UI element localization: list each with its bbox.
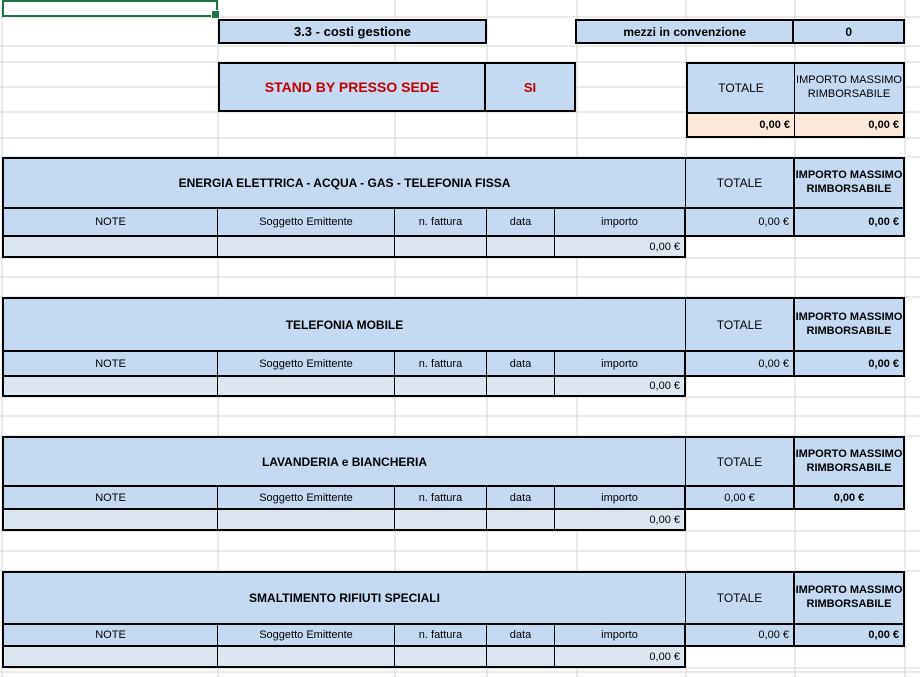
importo-max-header-text: IMPORTO MASSIMO RIMBORSABILE bbox=[795, 447, 903, 474]
row-cell-fattura[interactable] bbox=[395, 237, 487, 258]
importo-max-header-cell[interactable] bbox=[795, 571, 905, 625]
empty-cell bbox=[686, 377, 795, 397]
row-cell-data[interactable] bbox=[487, 237, 555, 258]
section-code-box[interactable] bbox=[218, 19, 487, 44]
totale-value-cell[interactable]: 0,00 € bbox=[686, 352, 795, 377]
row-cell-note[interactable] bbox=[2, 647, 218, 668]
section-telefonia-mobile bbox=[2, 297, 905, 397]
totale-value-cell[interactable]: 0,00 € bbox=[686, 625, 795, 647]
row-cell-data[interactable] bbox=[487, 510, 555, 531]
importo-max-header-cell[interactable] bbox=[795, 297, 905, 352]
column-header-data[interactable]: data bbox=[487, 209, 555, 237]
column-header-note[interactable]: NOTE bbox=[2, 352, 218, 377]
row-cell-data[interactable] bbox=[487, 377, 555, 397]
standby-value-cell[interactable]: SI bbox=[523, 79, 537, 95]
section-code-title: 3.3 - costi gestione bbox=[293, 24, 412, 39]
totale-header-cell[interactable]: TOTALE bbox=[686, 571, 795, 625]
row-cell-fattura[interactable] bbox=[395, 647, 487, 668]
empty-cell bbox=[686, 510, 795, 531]
column-header-importo[interactable]: importo bbox=[555, 487, 686, 510]
column-header-importo[interactable]: importo bbox=[555, 352, 686, 377]
empty-cell bbox=[795, 510, 905, 531]
column-header-soggetto[interactable]: Soggetto Emittente bbox=[218, 625, 395, 647]
standby-label-cell[interactable]: STAND BY PRESSO SEDE bbox=[220, 64, 486, 110]
section-title-cell[interactable]: SMALTIMENTO RIFIUTI SPECIALI bbox=[2, 571, 686, 625]
mezzi-box bbox=[575, 19, 905, 44]
importo-max-value-cell[interactable]: 0,00 € bbox=[795, 352, 905, 377]
column-header-importo[interactable]: importo bbox=[555, 209, 686, 237]
importo-max-value-cell[interactable]: 0,00 € bbox=[795, 625, 905, 647]
row-cell-fattura[interactable] bbox=[395, 510, 487, 531]
importo-max-value-cell[interactable]: 0,00 € bbox=[795, 209, 905, 237]
importo-max-header-text: IMPORTO MASSIMO RIMBORSABILE bbox=[795, 310, 903, 337]
column-header-fattura[interactable]: n. fattura bbox=[395, 209, 487, 237]
importo-max-header-text: IMPORTO MASSIMO RIMBORSABILE bbox=[795, 169, 903, 195]
row-cell-note[interactable] bbox=[2, 237, 218, 258]
totale-value-top[interactable]: 0,00 € bbox=[688, 114, 795, 136]
column-header-data[interactable]: data bbox=[487, 352, 555, 377]
column-header-note[interactable]: NOTE bbox=[2, 209, 218, 237]
row-cell-importo[interactable]: 0,00 € bbox=[555, 510, 686, 531]
column-header-data[interactable]: data bbox=[487, 625, 555, 647]
totale-header-cell[interactable]: TOTALE bbox=[686, 297, 795, 352]
fill-handle[interactable] bbox=[211, 10, 220, 19]
row-cell-importo[interactable]: 0,00 € bbox=[555, 377, 686, 397]
empty-cell bbox=[795, 377, 905, 397]
column-header-fattura[interactable]: n. fattura bbox=[395, 487, 487, 510]
row-cell-soggetto[interactable] bbox=[218, 510, 395, 531]
importo-max-header-cell[interactable] bbox=[795, 157, 905, 209]
mezzi-value-cell[interactable]: 0 bbox=[845, 24, 853, 39]
column-header-note[interactable]: NOTE bbox=[2, 487, 218, 510]
importo-max-value-top[interactable]: 0,00 € bbox=[868, 119, 899, 131]
row-cell-importo[interactable]: 0,00 € bbox=[555, 237, 686, 258]
section-energia bbox=[2, 157, 905, 258]
column-header-soggetto[interactable]: Soggetto Emittente bbox=[218, 352, 395, 377]
row-cell-fattura[interactable] bbox=[395, 377, 487, 397]
top-summary-header bbox=[686, 62, 905, 113]
section-title-cell[interactable]: TELEFONIA MOBILE bbox=[2, 297, 686, 352]
column-header-fattura[interactable]: n. fattura bbox=[395, 352, 487, 377]
totale-header-cell[interactable]: TOTALE bbox=[686, 157, 795, 209]
column-header-soggetto[interactable]: Soggetto Emittente bbox=[218, 209, 395, 237]
empty-cell bbox=[795, 237, 905, 258]
importo-max-header-top[interactable] bbox=[795, 64, 903, 112]
selected-cell[interactable] bbox=[2, 0, 218, 17]
totale-value-cell[interactable]: 0,00 € bbox=[686, 209, 795, 237]
row-cell-soggetto[interactable] bbox=[218, 647, 395, 668]
row-cell-soggetto[interactable] bbox=[218, 377, 395, 397]
importo-max-header-top-text: IMPORTO MASSIMO RIMBORSABILE bbox=[796, 74, 902, 100]
section-title-cell[interactable]: LAVANDERIA e BIANCHERIA bbox=[2, 436, 686, 487]
top-summary-values bbox=[686, 113, 905, 138]
empty-cell bbox=[686, 647, 795, 668]
row-cell-soggetto[interactable] bbox=[218, 237, 395, 258]
column-header-fattura[interactable]: n. fattura bbox=[395, 625, 487, 647]
column-header-soggetto[interactable]: Soggetto Emittente bbox=[218, 487, 395, 510]
importo-max-header-cell[interactable] bbox=[795, 436, 905, 487]
row-cell-note[interactable] bbox=[2, 510, 218, 531]
section-smaltimento bbox=[2, 571, 905, 668]
column-header-data[interactable]: data bbox=[487, 487, 555, 510]
empty-cell bbox=[795, 647, 905, 668]
column-header-note[interactable]: NOTE bbox=[2, 625, 218, 647]
totale-value-cell[interactable]: 0,00 € bbox=[686, 487, 795, 510]
importo-max-header-text: IMPORTO MASSIMO RIMBORSABILE bbox=[795, 584, 903, 610]
row-cell-data[interactable] bbox=[487, 647, 555, 668]
row-cell-note[interactable] bbox=[2, 377, 218, 397]
section-title-cell[interactable]: ENERGIA ELETTRICA - ACQUA - GAS - TELEFONIA FISSA bbox=[2, 157, 686, 209]
standby-box bbox=[218, 62, 576, 112]
totale-header-cell[interactable]: TOTALE bbox=[686, 436, 795, 487]
importo-max-value-cell[interactable]: 0,00 € bbox=[795, 487, 905, 510]
empty-cell bbox=[686, 237, 795, 258]
row-cell-importo[interactable]: 0,00 € bbox=[555, 647, 686, 668]
totale-header-top[interactable]: TOTALE bbox=[688, 64, 795, 112]
column-header-importo[interactable]: importo bbox=[555, 625, 686, 647]
mezzi-label-cell[interactable]: mezzi in convenzione bbox=[577, 21, 794, 42]
section-lavanderia bbox=[2, 436, 905, 531]
